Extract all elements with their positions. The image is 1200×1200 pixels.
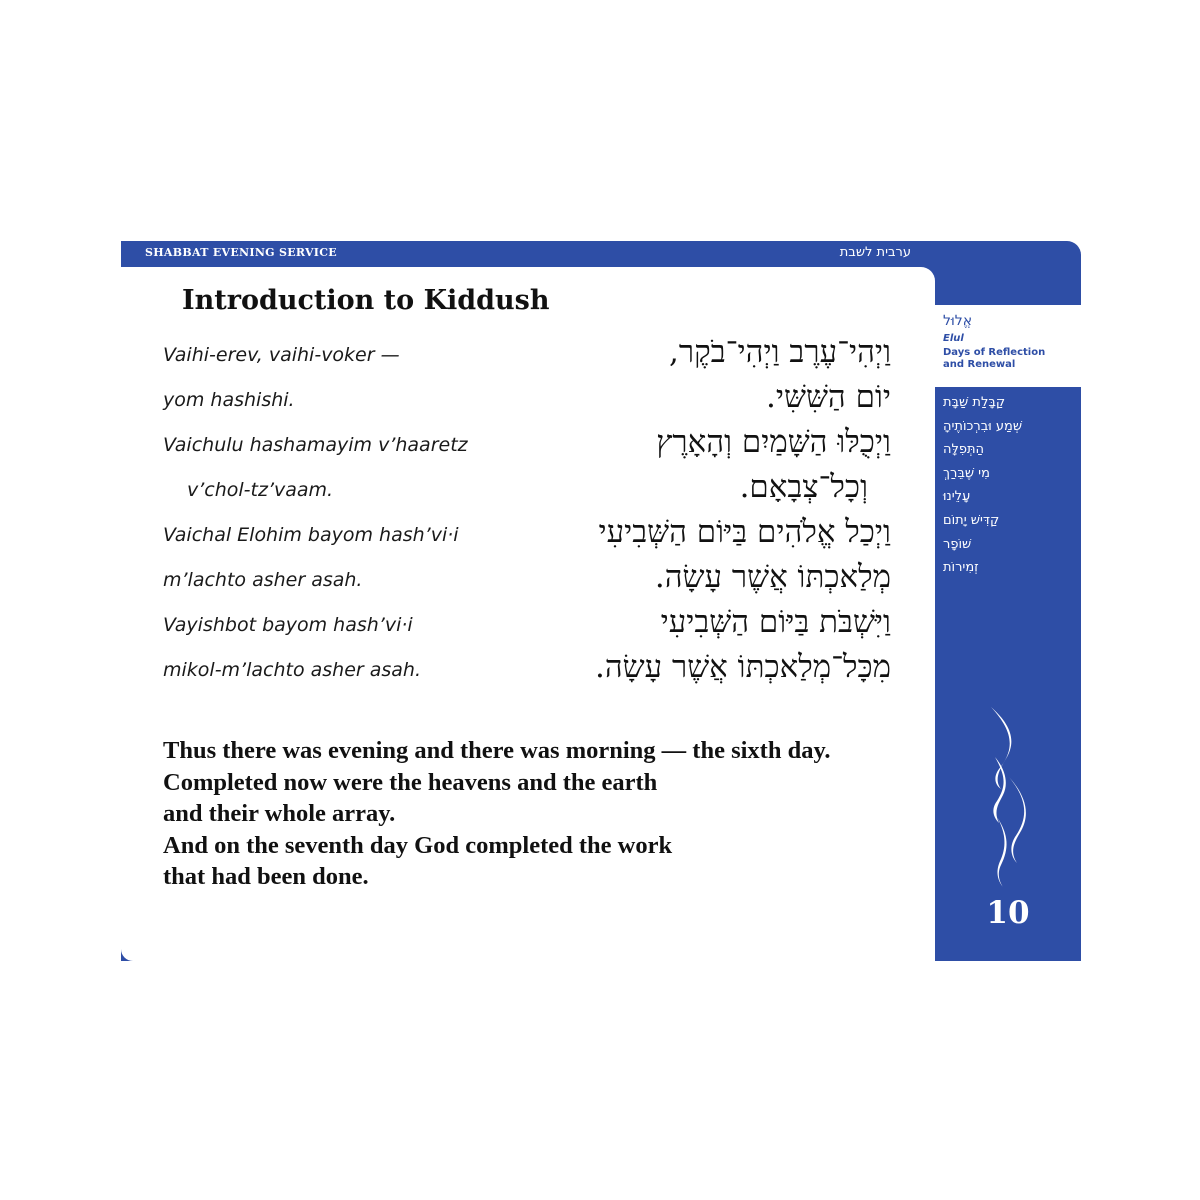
transliteration: Vaichal Elohim bayom hash’vi·i [163,524,459,546]
english-translation [163,735,903,893]
translation-line: and their whole array. [163,800,396,827]
transliteration: mikol-m’lachto asher asah. [163,659,422,681]
nav-item[interactable]: שְׁמַע וּבִרְכוֹתֶיהָ [943,418,1023,434]
nav-item[interactable]: הַתְּפִלָּה [943,442,985,458]
transliteration: yom hashishi. [163,389,295,411]
nav-item[interactable]: קַדִּישׁ יָתוֹם [943,512,1000,528]
elul-box [935,305,1081,387]
elul-english: Elul [943,333,964,344]
hebrew-service-label: ערבית לשבת [839,245,911,260]
content-panel [121,267,935,961]
translation-line: Completed now were the heavens and the earth [163,768,658,796]
transliteration: Vaichulu hashamayim v’haaretz [163,434,468,456]
hebrew-text: וַיְכַל אֱלֹהִים בַּיּוֹם הַשְּׁבִיעִי [598,514,891,550]
elul-hebrew: אֱלוּל [943,313,973,329]
translation-line: And on the seventh day God completed the work [163,831,673,859]
verse-line [121,332,935,377]
nav-item[interactable]: עָלֵינוּ [943,489,971,505]
verse-line [121,602,935,647]
nav-item[interactable]: שׁוֹפָר [943,536,972,552]
hebrew-text: וַיְכֻלּוּ הַשָּׁמַיִם וְהָאָרֶץ [656,424,891,460]
verse-line [121,377,935,422]
verse-line [121,512,935,557]
translation-line: Thus there was evening and there was morning — the sixth day. [163,737,831,764]
prayerbook-page [121,241,1081,961]
hebrew-text: מִכָּל־מְלַאכְתּוֹ אֲשֶׁר עָשָׂה. [594,649,891,685]
verse-line [121,467,935,512]
nav-item[interactable]: זְמִירוֹת [943,560,979,576]
transliteration: m’lachto asher asah. [163,569,363,591]
hebrew-text: וַיִּשְׁבֹּת בַּיּוֹם הַשְּׁבִיעִי [660,604,891,640]
hebrew-text: יוֹם הַשִּׁשִּׁי. [766,379,891,415]
elul-subtitle: Days of Reflection and Renewal [943,347,1046,370]
nav-item[interactable]: מִי שֶׁבֵּרַךְ [943,465,990,481]
hebrew-text: מְלַאכְתּוֹ אֲשֶׁר עָשָׂה. [654,559,891,595]
transliteration: Vaihi-erev, vaihi-voker — [163,344,400,366]
transliteration: v’chol-tz’vaam. [187,479,334,501]
verse-line [121,647,935,692]
verse-line [121,557,935,602]
verse-line [121,422,935,467]
service-label: SHABBAT EVENING SERVICE [145,246,337,259]
nav-item[interactable]: קַבָּלַת שַׁבָּת [943,395,1006,410]
translation-line: that had been done. [163,863,369,890]
page-title: Introduction to Kiddush [182,285,550,316]
section-nav [943,395,1063,584]
flame-icon [971,699,1051,889]
hebrew-text: וְכָל־צְבָאָם. [739,469,868,505]
hebrew-text: וַיְהִי־עֶרֶב וַיְהִי־בֹקֶר, [669,334,891,370]
transliteration: Vayishbot bayom hash’vi·i [163,614,413,636]
page-number: 10 [986,895,1030,931]
